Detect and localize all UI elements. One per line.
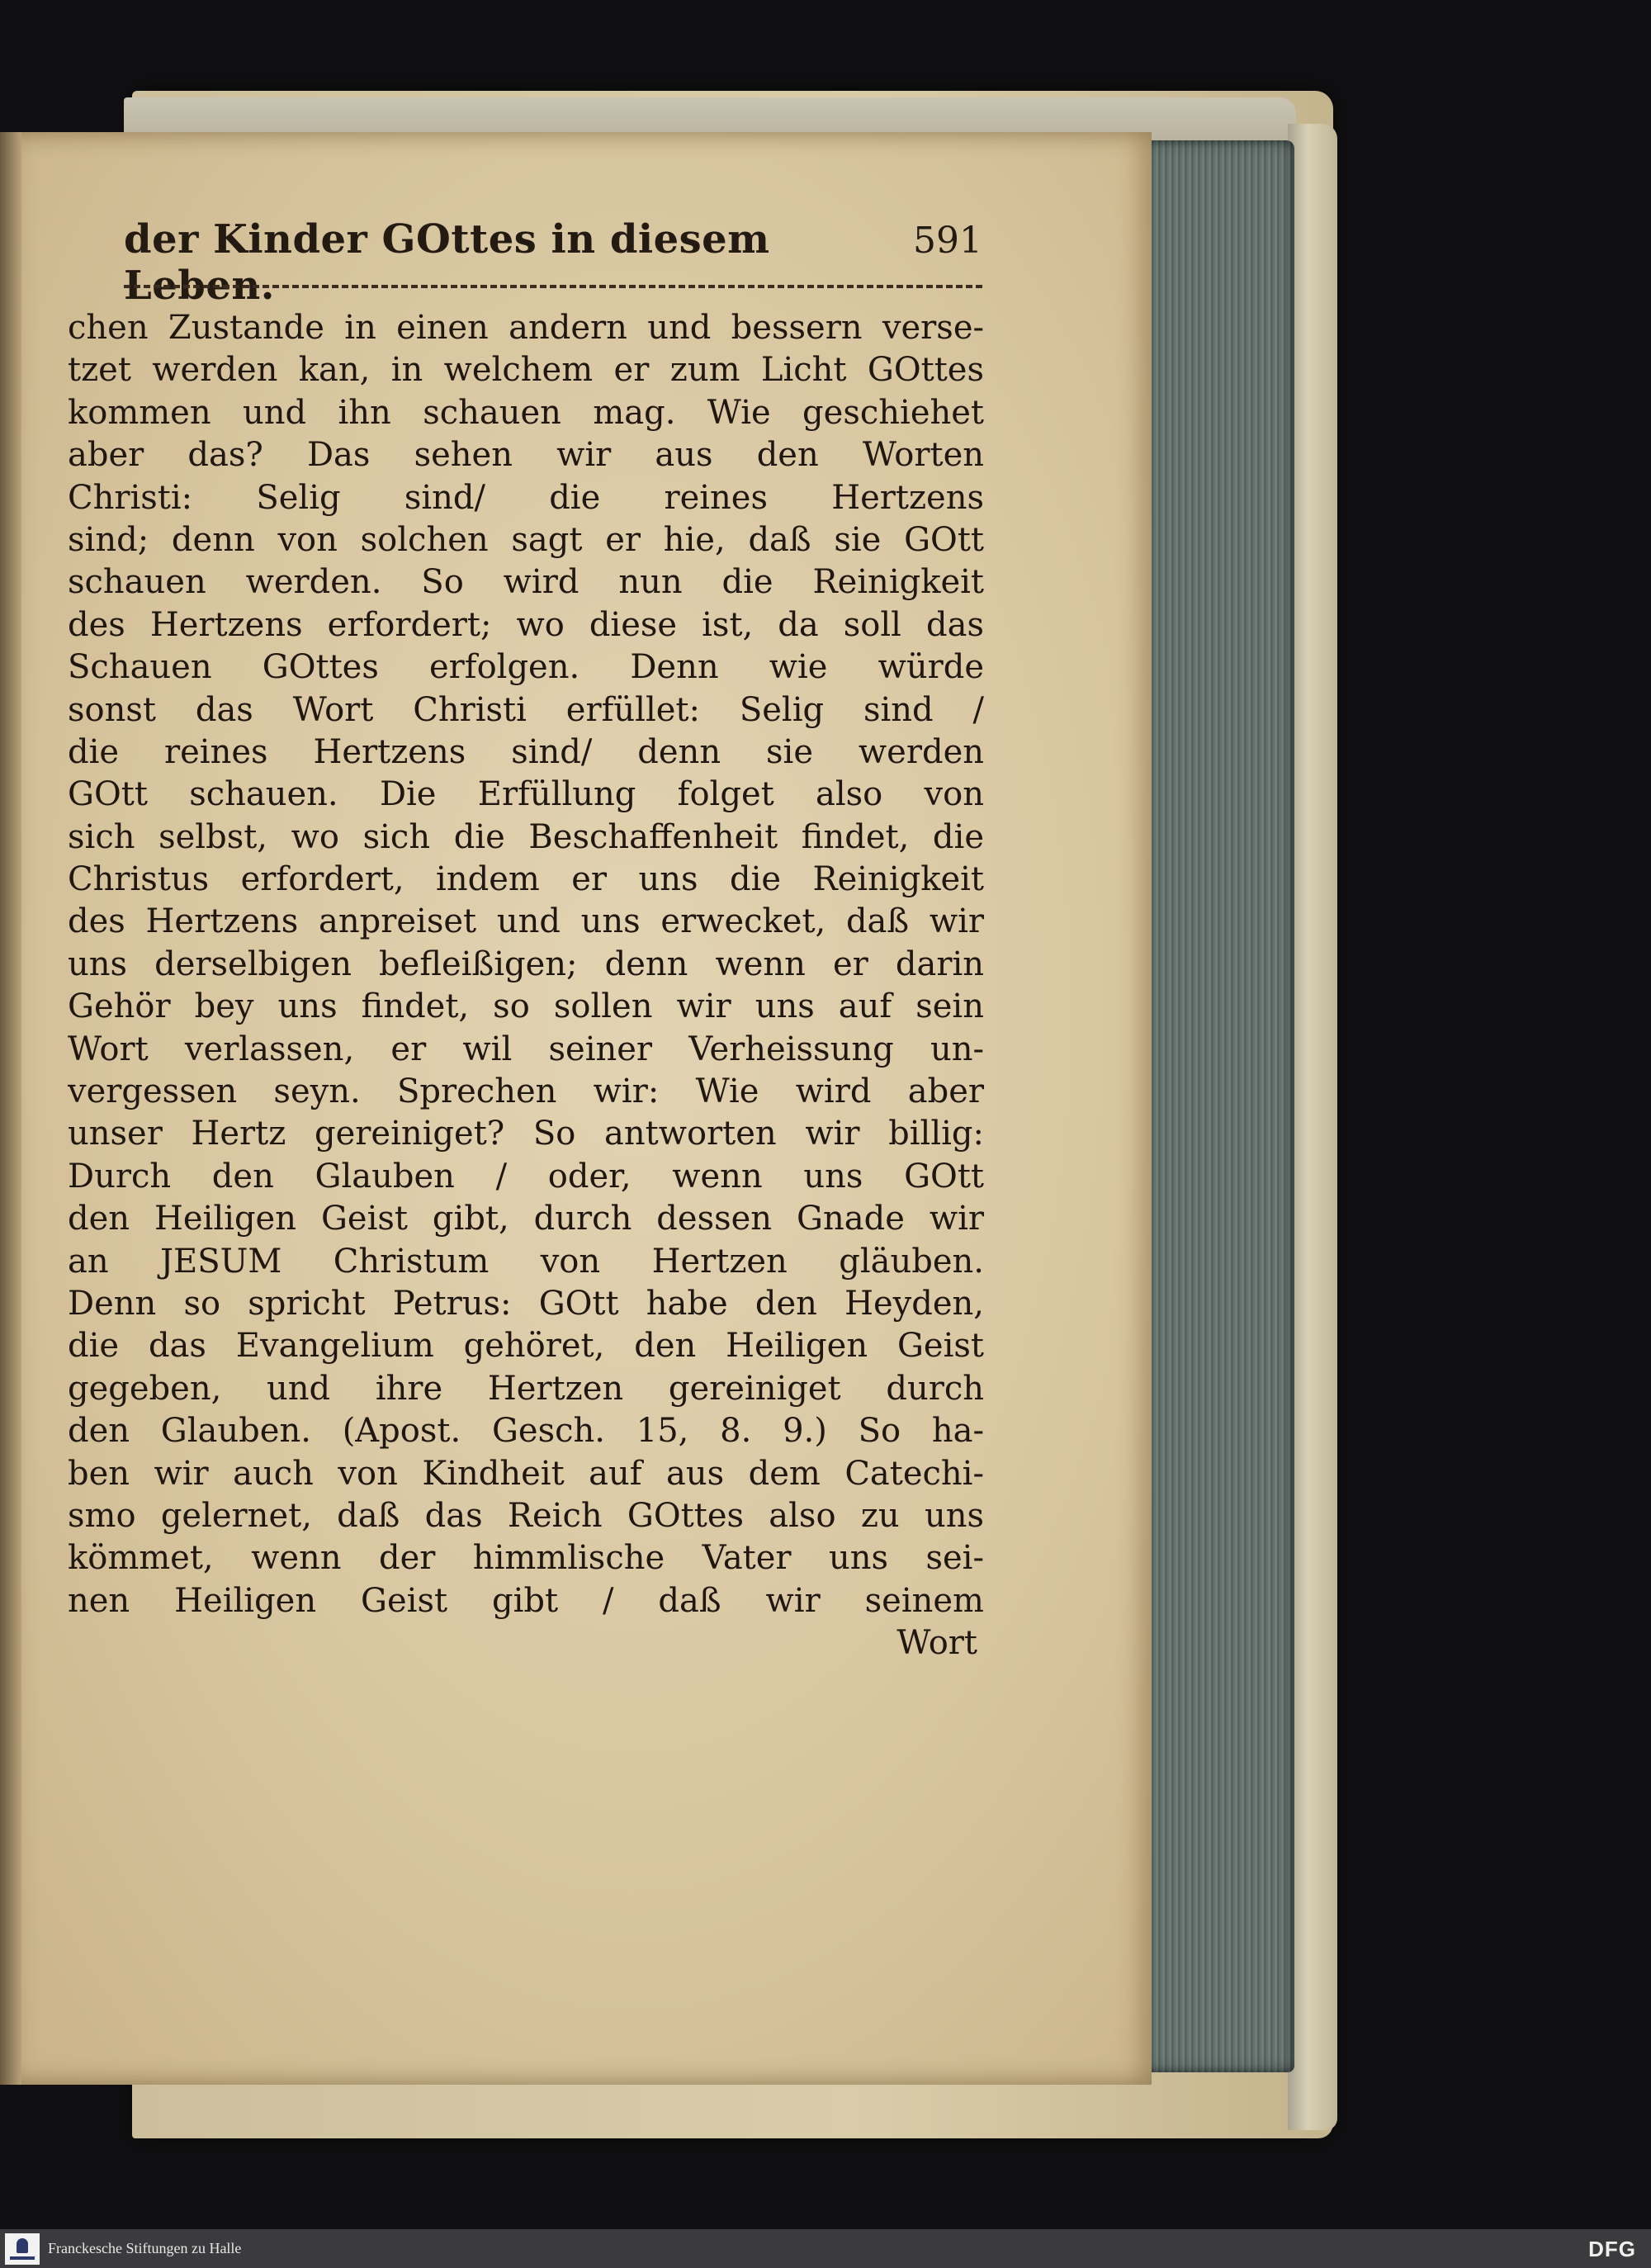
text-line: des Hertzens erfordert; wo diese ist, da soll das — [68, 605, 984, 644]
text-line: aber das? Das sehen wir aus den Worten — [68, 436, 984, 475]
text-line: sind; denn von solchen sagt er hie, daß sie GOtt — [68, 520, 984, 559]
text-line: gegeben, und ihre Hertzen gereiniget durch — [68, 1369, 984, 1408]
institution-logo-icon — [5, 2233, 40, 2265]
text-line: kommen und ihn schauen mag. Wie geschiehet — [68, 393, 984, 432]
text-line: sonst das Wort Christi erfüllet: Selig sind / — [68, 690, 984, 729]
text-line: Durch den Glauben / oder, wenn uns GOtt — [68, 1157, 984, 1196]
page-number: 591 — [913, 220, 982, 262]
text-line: Gehör bey uns findet, so sollen wir uns auf sein — [68, 987, 984, 1026]
text-line: smo gelernet, daß das Reich GOttes also zu uns — [68, 1496, 984, 1535]
text-line: an JESUM Christum von Hertzen gläuben. — [68, 1242, 984, 1281]
viewer-footer — [0, 2229, 1651, 2268]
text-line: vergessen seyn. Sprechen wir: Wie wird aber — [68, 1072, 984, 1111]
running-head — [124, 216, 982, 309]
show-through-mark — [66, 1915, 231, 1965]
text-line: Christi: Selig sind/ die reines Hertzens — [68, 478, 984, 517]
text-line: Denn so spricht Petrus: GOtt habe den Heyden, — [68, 1284, 984, 1323]
text-line: den Glauben. (Apost. Gesch. 15, 8. 9.) So ha- — [68, 1412, 984, 1451]
dfg-logo: DFG — [1588, 2237, 1636, 2261]
text-line: Wort verlassen, er wil seiner Verheissung un- — [68, 1030, 984, 1068]
text-line: die das Evangelium gehöret, den Heiligen Geist — [68, 1327, 984, 1366]
text-line: sich selbst, wo sich die Beschaffenheit findet, die — [68, 817, 984, 856]
text-line: die reines Hertzens sind/ denn sie werden — [68, 732, 984, 771]
text-line: Schauen GOttes erfolgen. Denn wie würde — [68, 648, 984, 687]
page-gutter — [0, 132, 21, 2085]
text-line: nen Heiligen Geist gibt / daß wir seinem — [68, 1581, 984, 1620]
text-line: kömmet, wenn der himmlische Vater uns sei- — [68, 1539, 984, 1578]
text-line: ben wir auch von Kindheit auf aus dem Catechi- — [68, 1454, 984, 1493]
body-text — [68, 307, 984, 1665]
text-line: tzet werden kan, in welchem er zum Licht GOttes — [68, 351, 984, 390]
running-title: der Kinder GOttes in diesem Leben. — [124, 216, 770, 309]
text-line: des Hertzens anpreiset und uns erwecket, daß wir — [68, 902, 984, 941]
header-rule — [124, 285, 982, 288]
text-line: uns derselbigen befleißigen; denn wenn er darin — [68, 945, 984, 983]
catchword: Wort — [896, 1624, 977, 1663]
text-line: Christus erfordert, indem er uns die Reinigkeit — [68, 860, 984, 899]
text-line: GOtt schauen. Die Erfüllung folget also von — [68, 775, 984, 814]
text-line: schauen werden. So wird nun die Reinigkeit — [68, 563, 984, 602]
text-line: den Heiligen Geist gibt, durch dessen Gnade wir — [68, 1200, 984, 1238]
footer-institution: Franckesche Stiftungen zu Halle — [48, 2240, 242, 2256]
cover-edge — [1288, 124, 1337, 2130]
text-line: chen Zustande in einen andern und bessern verse- — [68, 309, 984, 347]
text-line: unser Hertz gereiniget? So antworten wir billig: — [68, 1115, 984, 1153]
